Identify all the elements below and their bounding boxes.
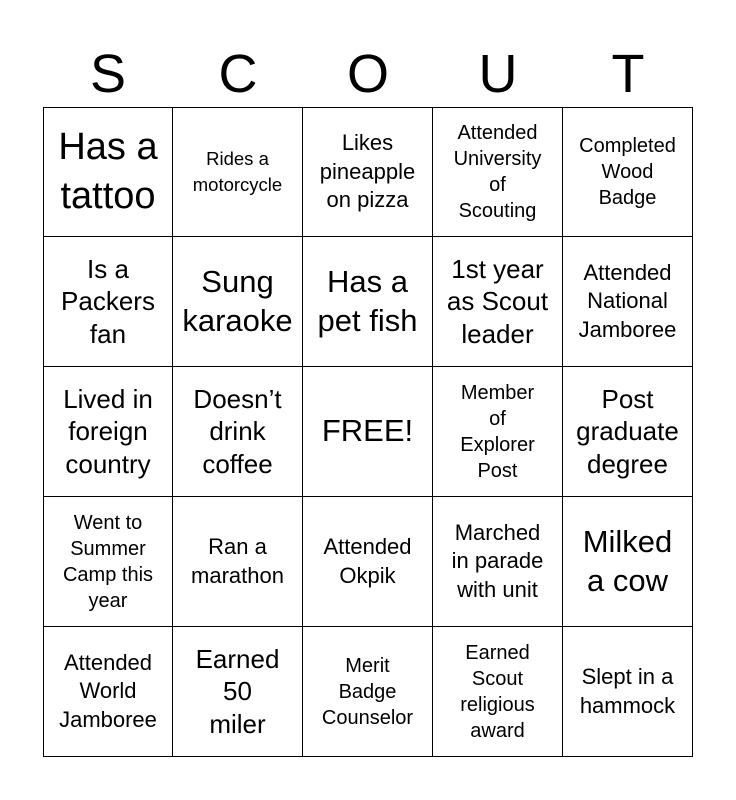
bingo-cell-r3-c2[interactable] (173, 367, 303, 497)
bingo-cell-r3-c4[interactable] (433, 367, 563, 497)
bingo-cell-text: Is a Packers fan (61, 253, 155, 349)
bingo-cell-r1-c2[interactable] (173, 107, 303, 237)
bingo-cell-text: Sung karaoke (182, 263, 293, 338)
bingo-cell-text: Rides a motorcycle (192, 148, 283, 195)
bingo-cell-r4-c2[interactable] (173, 497, 303, 627)
header-letter-t: T (611, 44, 645, 104)
bingo-cell-text: Attended World Jamboree (59, 649, 157, 732)
bingo-cell-r5-c2[interactable] (173, 627, 303, 757)
bingo-cell-text: Attended Okpik (323, 533, 412, 588)
bingo-cell-r1-c4[interactable] (433, 107, 563, 237)
bingo-cell-r1-c5[interactable] (563, 107, 693, 237)
bingo-cell-r5-c1[interactable] (43, 627, 173, 757)
bingo-cell-r1-c1[interactable] (43, 107, 173, 237)
bingo-cell-text: Milked a cow (582, 523, 673, 598)
bingo-cell-r5-c5[interactable] (563, 627, 693, 757)
bingo-cell-text: Ran a marathon (191, 533, 284, 588)
bingo-cell-r2-c2[interactable] (173, 237, 303, 367)
bingo-cell-r4-c5[interactable] (563, 497, 693, 627)
bingo-cell-text: Earned Scout religious award (460, 641, 535, 742)
bingo-cell-text: Attended National Jamboree (578, 259, 677, 342)
bingo-cell-text: Member of Explorer Post (460, 381, 535, 482)
bingo-cell-r3-c1[interactable] (43, 367, 173, 497)
bingo-cell-text: Completed Wood Badge (579, 135, 676, 209)
bingo-cell-text: Post graduate degree (576, 383, 679, 479)
bingo-cell-r1-c3[interactable] (303, 107, 433, 237)
bingo-cell-text: Lived in foreign country (63, 383, 153, 479)
bingo-cell-text: Earned 50 miler (195, 643, 280, 739)
bingo-cell-text: Merit Badge Counselor (321, 654, 414, 729)
header-letter-u: U (478, 44, 518, 104)
bingo-cell-r2-c5[interactable] (563, 237, 693, 367)
bingo-cell-r2-c4[interactable] (433, 237, 563, 367)
bingo-cell-r4-c1[interactable] (43, 497, 173, 627)
bingo-cell-text: 1st year as Scout leader (446, 253, 549, 349)
bingo-cell-text: Marched in parade with unit (451, 519, 544, 602)
header-letter-s: S (89, 44, 127, 104)
bingo-header (43, 40, 693, 108)
bingo-cell-text: Has a tattoo (58, 125, 158, 217)
bingo-cell-r5-c3[interactable] (303, 627, 433, 757)
bingo-cell-text: FREE! (321, 413, 414, 449)
bingo-board (43, 107, 693, 757)
bingo-cell-r3-c5[interactable] (563, 367, 693, 497)
bingo-cell-text: Has a pet fish (317, 263, 418, 338)
bingo-cell-text: Doesn’t drink coffee (193, 383, 282, 479)
header-letter-o: O (346, 44, 389, 104)
bingo-cell-r3-c3[interactable] (303, 367, 433, 497)
header-letter-c: C (218, 44, 258, 104)
bingo-cell-r2-c1[interactable] (43, 237, 173, 367)
bingo-cell-text: Went to Summer Camp this year (62, 511, 154, 612)
bingo-cell-text: Slept in a hammock (579, 663, 676, 718)
bingo-cell-r4-c3[interactable] (303, 497, 433, 627)
bingo-cell-r2-c3[interactable] (303, 237, 433, 367)
bingo-cell-text: Attended University of Scouting (453, 122, 542, 222)
bingo-cell-r5-c4[interactable] (433, 627, 563, 757)
bingo-cell-r4-c4[interactable] (433, 497, 563, 627)
bingo-cell-text: Likes pineapple on pizza (319, 130, 416, 213)
